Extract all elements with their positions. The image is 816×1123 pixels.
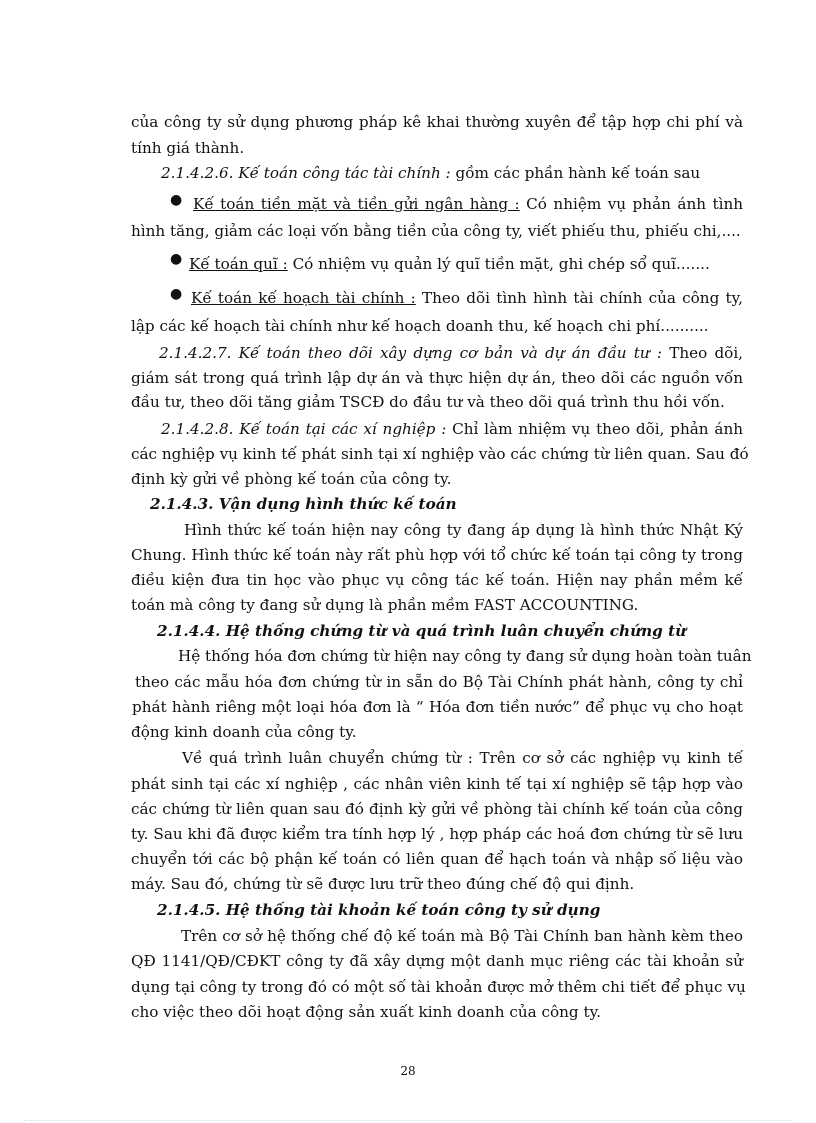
- text-line: phát sinh tại các xí nghiệp , các nhân viên kinh tế tại xí nghiệp sẽ tập hợp vào: [131, 775, 743, 793]
- bullet-item-plan: [191, 288, 743, 308]
- text-line: Về quá trình luân chuyển chứng từ : Trên cơ sở các nghiệp vụ kinh tế: [182, 749, 743, 767]
- text-line: dụng tại công ty trong đó có một số tài khoản được mở thêm chi tiết để phục vụ: [131, 978, 746, 996]
- text-line: điều kiện đưa tin học vào phục vụ công tác kế toán. Hiện nay phần mềm kế: [131, 571, 743, 589]
- text-line: của công ty sử dụng phương pháp kê khai thường xuyên để tập hợp chi phí và: [131, 113, 743, 131]
- section-2-1-4-2-8: [161, 419, 743, 439]
- text-line: Chung. Hình thức kế toán này rất phù hợp với tổ chức kế toán tại công ty trong: [131, 546, 743, 564]
- bullet-icon: ●: [170, 251, 183, 267]
- text-line: đầu tư, theo dõi tăng giảm TSCĐ do đầu tư và theo dõi quá trình thu hồi vốn.: [131, 393, 725, 411]
- page-border: [24, 1120, 792, 1121]
- bullet-title: Kế toán kế hoạch tài chính :: [191, 289, 416, 307]
- text-line: Hệ thống hóa đơn chứng từ hiện nay công ty đang sử dụng hoàn toàn tuân: [178, 647, 752, 665]
- text-span: Có nhiệm vụ phản ánh tình: [526, 195, 744, 213]
- text-line: theo các mẫu hóa đơn chứng từ in sẵn do Bộ Tài Chính phát hành, công ty chỉ: [135, 673, 743, 691]
- text-line: hình tăng, giảm các loại vốn bằng tiền của công ty, viết phiếu thu, phiếu chi,....: [131, 222, 741, 240]
- bullet-icon: ●: [170, 286, 183, 302]
- text-line: QĐ 1141/QĐ/CĐKT công ty đã xây dựng một danh mục riêng các tài khoản sử: [131, 952, 743, 970]
- text-span: Chỉ làm nhiệm vụ theo dõi, phản ánh: [452, 420, 744, 438]
- text-line: ty. Sau khi đã được kiểm tra tính hợp lý , hợp pháp các hoá đơn chứng từ sẽ lưu: [131, 825, 743, 843]
- text-line: động kinh doanh của công ty.: [131, 723, 357, 741]
- text-line: tính giá thành.: [131, 139, 245, 157]
- text-line: các chứng từ liên quan sau đó định kỳ gửi về phòng tài chính kế toán của công: [131, 800, 743, 818]
- section-2-1-4-2-6: [161, 163, 743, 183]
- section-heading: 2.1.4.2.8. Kế toán tại các xí nghiệp :: [161, 420, 447, 438]
- text-span: Có nhiệm vụ quản lý quĩ tiền mặt, ghi chép sổ quĩ.......: [292, 255, 710, 273]
- text-line: toán mà công ty đang sử dụng là phần mềm FAST ACCOUNTING.: [131, 596, 639, 614]
- section-heading-2-1-4-4: 2.1.4.4. Hệ thống chứng từ và quá trình luân chuyển chứng từ: [157, 622, 687, 640]
- text-line: các nghiệp vụ kinh tế phát sinh tại xí nghiệp vào các chứng từ liên quan. Sau đó: [131, 445, 749, 463]
- text-line: định kỳ gửi về phòng kế toán của công ty.: [131, 470, 452, 488]
- bullet-item-cash: [193, 194, 743, 214]
- section-heading: 2.1.4.2.6. Kế toán công tác tài chính :: [161, 164, 451, 182]
- section-heading-2-1-4-5: 2.1.4.5. Hệ thống tài khoản kế toán công ty sử dụng: [157, 901, 601, 919]
- text-line: giám sát trong quá trình lập dự án và thực hiện dự án, theo dõi các nguồn vốn: [131, 369, 743, 387]
- bullet-icon: ●: [170, 192, 183, 208]
- bullet-title: Kế toán tiền mặt và tiền gửi ngân hàng :: [193, 195, 520, 213]
- text-line: cho việc theo dõi hoạt động sản xuất kinh doanh của công ty.: [131, 1003, 601, 1021]
- bullet-title: Kế toán quĩ :: [189, 255, 288, 273]
- text-span: Theo dõi tình hình tài chính của công ty,: [422, 289, 744, 307]
- text-line: phát hành riêng một loại hóa đơn là “ Hóa đơn tiền nước” để phục vụ cho hoạt: [132, 698, 743, 716]
- text-line: chuyển tới các bộ phận kế toán có liên quan để hạch toán và nhập số liệu vào: [131, 850, 743, 868]
- page-number: 28: [400, 1064, 416, 1078]
- text-line: Trên cơ sở hệ thống chế độ kế toán mà Bộ Tài Chính ban hành kèm theo: [181, 927, 743, 945]
- bullet-item-fund: [189, 254, 743, 274]
- text-span: gồm các phần hành kế toán sau: [455, 164, 701, 182]
- section-2-1-4-2-7: [159, 343, 743, 363]
- text-line: máy. Sau đó, chứng từ sẽ được lưu trữ theo đúng chế độ qui định.: [131, 875, 635, 893]
- text-line: Hình thức kế toán hiện nay công ty đang áp dụng là hình thức Nhật Ký: [184, 521, 743, 539]
- text-span: Theo dõi,: [669, 344, 743, 362]
- text-line: lập các kế hoạch tài chính như kế hoạch doanh thu, kế hoạch chi phí..........: [131, 317, 709, 335]
- section-heading-2-1-4-3: 2.1.4.3. Vận dụng hình thức kế toán: [150, 495, 457, 513]
- section-heading: 2.1.4.2.7. Kế toán theo dõi xây dựng cơ bản và dự án đầu tư :: [159, 344, 662, 362]
